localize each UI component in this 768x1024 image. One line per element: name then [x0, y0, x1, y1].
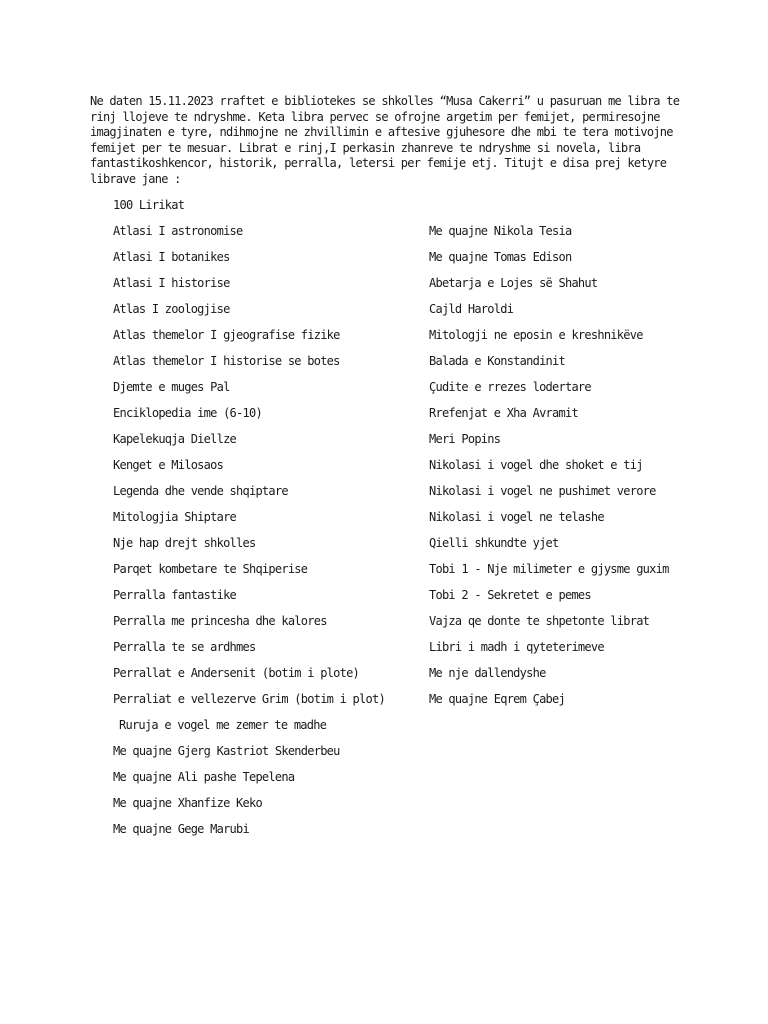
intro-paragraph — [90, 94, 690, 187]
book-title: Ruruja e vogel me zemer te madhe — [119, 718, 327, 732]
book-title: Kenget e Milosaos — [113, 458, 224, 472]
book-list-right — [429, 224, 669, 718]
book-title: Abetarja e Lojes së Shahut — [429, 276, 598, 290]
book-title: Me quajne Eqrem Çabej — [429, 692, 565, 706]
book-title: Legenda dhe vende shqiptare — [113, 484, 288, 498]
intro-line: imagjinaten e tyre, ndihmojne ne zhvillimin e aftesive gjuhesore dhe mbi te tera motivojne — [90, 125, 673, 139]
book-title: Nikolasi i vogel ne telashe — [429, 510, 604, 524]
book-title: Kapelekuqja Diellze — [113, 432, 237, 446]
book-title: Rrefenjat e Xha Avramit — [429, 406, 578, 420]
intro-line: fantastikoshkencor, historik, perralla, letersi per femije etj. Titujt e disa prej ketyre — [90, 156, 667, 170]
book-title: Atlas I zoologjise — [113, 302, 230, 316]
book-title: Me quajne Gjerg Kastriot Skenderbeu — [113, 744, 340, 758]
book-title: Tobi 2 - Sekretet e pemes — [429, 588, 591, 602]
book-title: Nikolasi i vogel ne pushimet verore — [429, 484, 656, 498]
book-title: Atlasi I astronomise — [113, 224, 243, 238]
book-title: Meri Popins — [429, 432, 501, 446]
book-title: Tobi 1 - Nje milimeter e gjysme guxim — [429, 562, 669, 576]
book-title: Atlasi I historise — [113, 276, 230, 290]
intro-line: rinj llojeve te ndryshme. Keta libra pervec se ofrojne argetim per femijet, permiresojne — [90, 109, 660, 124]
book-title: Perralla fantastike — [113, 588, 237, 602]
book-title: 100 Lirikat — [113, 198, 185, 212]
book-title: Libri i madh i qyteterimeve — [429, 640, 604, 654]
book-title: Me quajne Nikola Tesia — [429, 224, 572, 238]
book-title: Qielli shkundte yjet — [429, 536, 559, 550]
book-title: Nje hap drejt shkolles — [113, 536, 256, 550]
intro-line: librave jane : — [90, 171, 181, 186]
book-title: Mitologjia Shiptare — [113, 510, 237, 524]
book-title: Mitologji ne eposin e kreshnikëve — [429, 328, 643, 342]
book-title: Me quajne Xhanfize Keko — [113, 796, 262, 810]
book-list-left — [113, 198, 385, 848]
book-title: Atlas themelor I gjeografise fizike — [113, 328, 340, 342]
book-title: Perralla me princesha dhe kalores — [113, 614, 327, 628]
intro-line: Ne daten 15.11.2023 rraftet e bibliotekes se shkolles “Musa Cakerri” u pasuruan me libra te — [90, 94, 680, 108]
book-title: Vajza qe donte te shpetonte librat — [429, 614, 650, 628]
book-title: Perralla te se ardhmes — [113, 640, 256, 654]
book-title: Djemte e muges Pal — [113, 380, 230, 394]
book-title: Nikolasi i vogel dhe shoket e tij — [429, 458, 643, 472]
book-title: Me quajne Tomas Edison — [429, 250, 572, 264]
book-title: Cajld Haroldi — [429, 302, 514, 316]
book-title: Atlas themelor I historise se botes — [113, 354, 340, 368]
intro-line: femijet per te mesuar. Librat e rinj,I perkasin zhanreve te ndryshme si novela, libra — [90, 140, 641, 155]
book-title: Me nje dallendyshe — [429, 666, 546, 680]
book-title: Parqet kombetare te Shqiperise — [113, 562, 308, 576]
book-title: Perrallat e Andersenit (botim i plote) — [113, 666, 360, 680]
book-title: Me quajne Gege Marubi — [113, 822, 249, 836]
book-title: Me quajne Ali pashe Tepelena — [113, 770, 295, 784]
book-title: Atlasi I botanikes — [113, 250, 230, 264]
book-title: Çudite e rrezes lodertare — [429, 380, 591, 394]
book-title: Balada e Konstandinit — [429, 354, 565, 368]
book-title: Enciklopedia ime (6-10) — [113, 406, 262, 420]
book-title: Perraliat e vellezerve Grim (botim i plot) — [113, 692, 385, 706]
